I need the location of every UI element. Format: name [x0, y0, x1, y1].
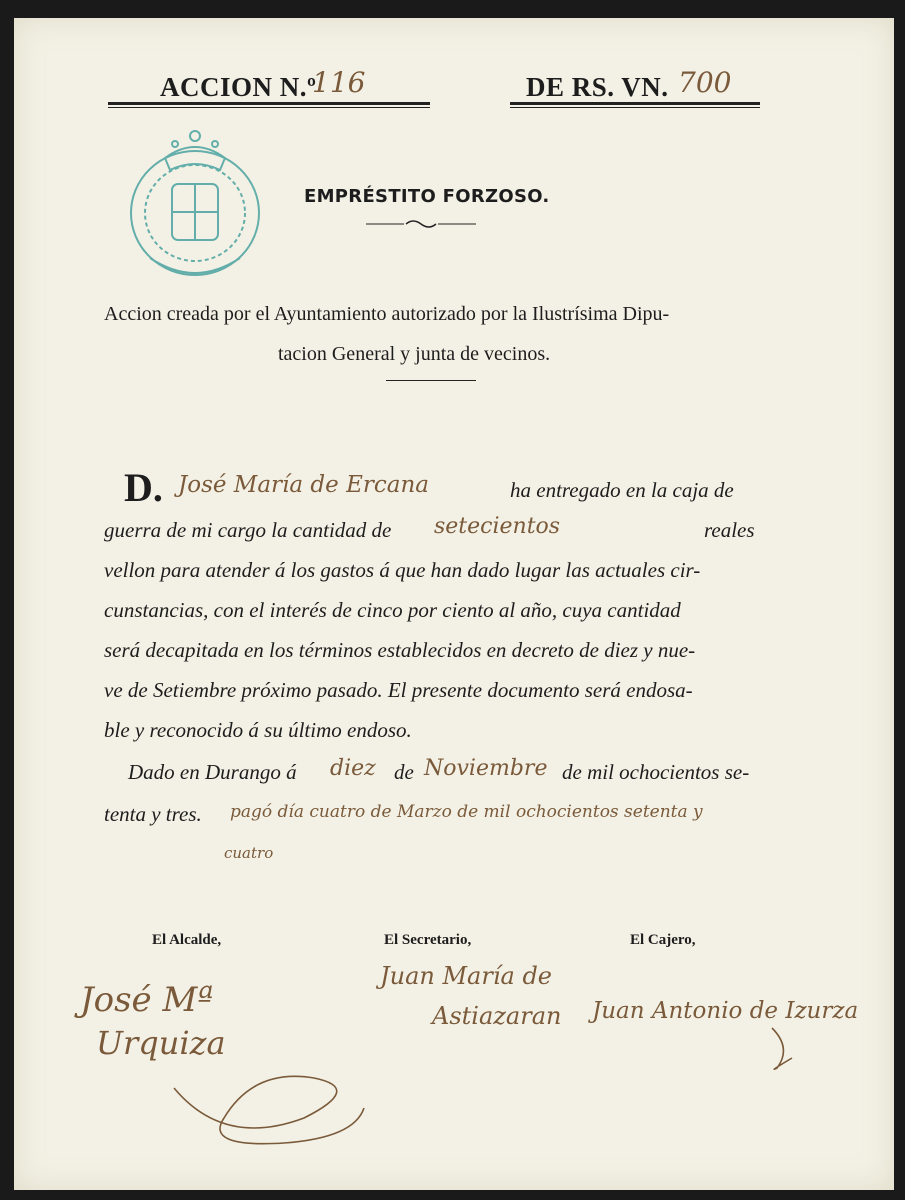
date-month: Noviembre	[424, 756, 548, 781]
intro-divider	[386, 380, 476, 381]
amount-value: 700	[678, 66, 732, 99]
accion-underline	[108, 102, 430, 105]
body-line-5: será decapitada en los términos establecidos en decreto de diez y nue-	[104, 638, 696, 662]
amount-words: setecientos	[434, 514, 561, 539]
date-post: de mil ochocientos se-	[562, 760, 750, 784]
body-line-3: vellon para atender á los gastos á que han dado lugar las actuales cir-	[104, 558, 701, 582]
municipal-seal-icon	[120, 118, 270, 288]
accion-number: 116	[312, 66, 366, 99]
payment-note: pagó día cuatro de Marzo de mil ochocientos setenta y	[230, 802, 703, 822]
date-day: diez	[330, 756, 376, 781]
holder-name: José María de Ercana	[178, 472, 429, 498]
date-pre: Dado en Durango á	[128, 760, 297, 784]
amount-label: DE RS. VN.	[526, 72, 669, 102]
secretario-signature-1: Juan María de	[380, 962, 553, 990]
body-line-1: ha entregado en la caja de	[510, 478, 734, 502]
alcalde-signature-1: José Mª	[80, 980, 214, 1020]
title-ornament	[366, 218, 476, 230]
amount-underline-thin	[510, 107, 760, 108]
intro-line-1: Accion creada por el Ayuntamiento autorizado por la Ilustrísima Dipu-	[104, 303, 670, 325]
body-line-2-post: reales	[704, 518, 755, 542]
intro-line-2: tacion General y junta de vecinos.	[278, 343, 551, 365]
cajero-label: El Cajero,	[630, 932, 696, 948]
document-page	[14, 18, 894, 1190]
body-line-6: ve de Setiembre próximo pasado. El presente documento será endosa-	[104, 678, 693, 702]
cajero-signature: Juan Antonio de Izurza	[592, 998, 859, 1024]
date-line-2: tenta y tres.	[104, 802, 202, 826]
payment-note-2: cuatro	[224, 844, 274, 862]
alcalde-flourish-icon	[164, 1048, 374, 1158]
alcalde-signature-2: Urquiza	[96, 1024, 226, 1062]
accion-underline-thin	[108, 107, 430, 108]
amount-underline	[510, 102, 760, 105]
body-line-4: cunstancias, con el interés de cinco por ciento al año, cuya cantidad	[104, 598, 681, 622]
secretario-signature-2: Astiazaran	[432, 1002, 562, 1030]
cajero-flourish-icon	[762, 1018, 812, 1078]
accion-label: ACCION N.º	[160, 72, 317, 102]
document-title: EMPRÉSTITO FORZOSO.	[304, 186, 550, 207]
body-line-7: ble y reconocido á su último endoso.	[104, 718, 412, 742]
secretario-label: El Secretario,	[384, 932, 472, 948]
body-line-2-pre: guerra de mi cargo la cantidad de	[104, 518, 392, 542]
alcalde-label: El Alcalde,	[152, 932, 222, 948]
drop-letter: D.	[124, 465, 163, 510]
date-mid: de	[394, 760, 414, 784]
